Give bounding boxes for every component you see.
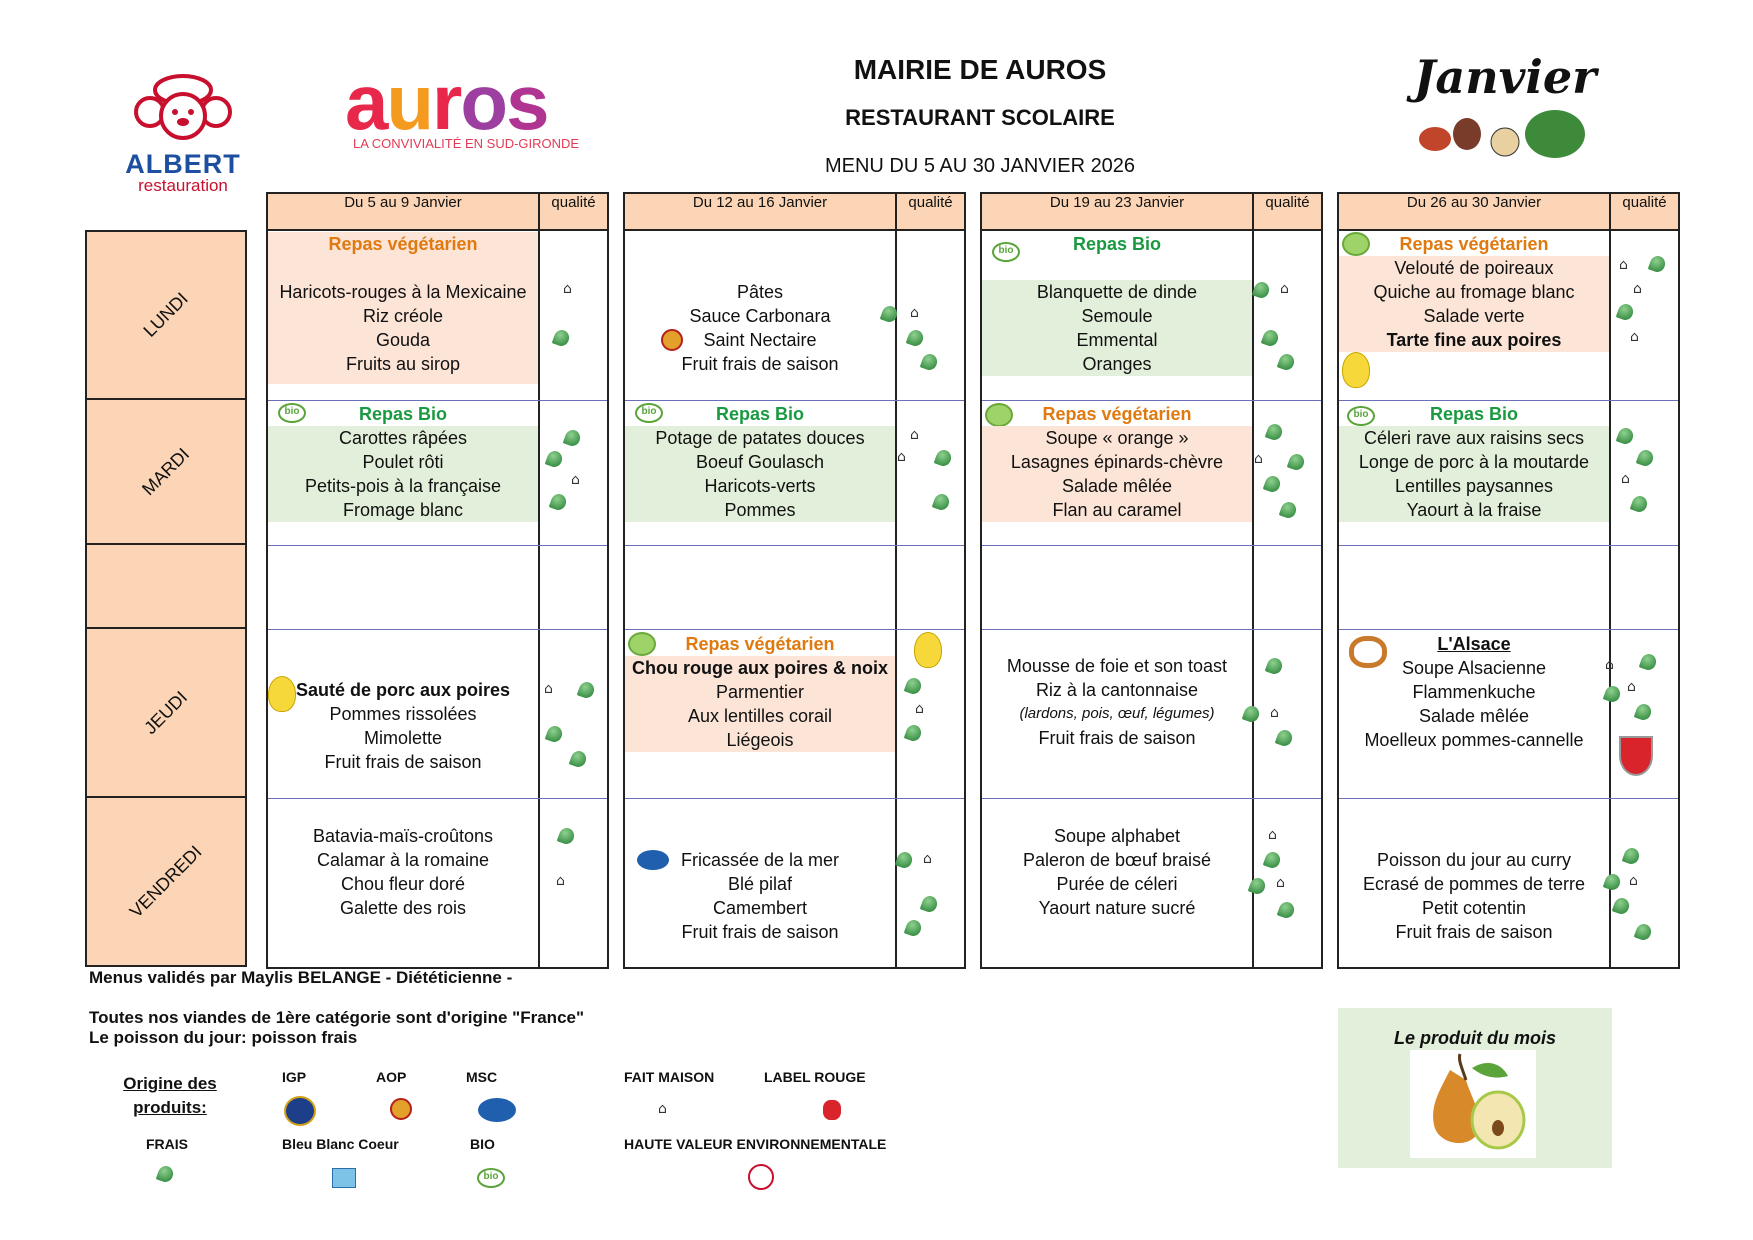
dish: Emmental bbox=[1076, 330, 1158, 350]
dish: Salade verte bbox=[1423, 306, 1525, 326]
dish: Saint Nectaire bbox=[703, 330, 817, 350]
week-title: Du 5 au 9 Janvier bbox=[268, 194, 540, 229]
fait-maison-icon: ⌂ bbox=[910, 427, 919, 443]
dish: Boeuf Goulasch bbox=[695, 452, 825, 472]
dish: Galette des rois bbox=[339, 898, 467, 918]
frais-icon bbox=[1265, 422, 1285, 442]
legend-bio: BIO bbox=[470, 1136, 495, 1152]
day-vendredi: VENDREDI bbox=[85, 796, 247, 967]
frais-icon bbox=[1634, 702, 1654, 722]
janvier-logo bbox=[1405, 50, 1605, 180]
legend-frais: FRAIS bbox=[146, 1136, 188, 1152]
meal-mardi bbox=[982, 402, 1252, 522]
meal-head: Repas végétarien bbox=[1042, 404, 1192, 424]
dish: Paleron de bœuf braisé bbox=[1022, 850, 1212, 870]
dish: Salade mêlée bbox=[1418, 706, 1530, 726]
legend-label-rouge: LABEL ROUGE bbox=[764, 1069, 866, 1085]
frais-icon bbox=[577, 680, 597, 700]
bleu-blanc-coeur-icon bbox=[332, 1168, 356, 1188]
legend-bbc: Bleu Blanc Coeur bbox=[282, 1136, 399, 1152]
frais-icon bbox=[1263, 850, 1283, 870]
dish: Blanquette de dinde bbox=[1036, 282, 1198, 302]
dish: Fruit frais de saison bbox=[324, 752, 482, 772]
dish: Ecrasé de pommes de terre bbox=[1362, 874, 1586, 894]
meal-mardi bbox=[268, 402, 538, 522]
fait-maison-icon: ⌂ bbox=[1605, 657, 1614, 673]
dish: Soupe Alsacienne bbox=[1401, 658, 1547, 678]
day-lundi: LUNDI bbox=[85, 230, 247, 400]
hve-icon bbox=[748, 1164, 774, 1190]
meal-head: Repas Bio bbox=[715, 404, 805, 424]
dish: Haricots-rouges à la Mexicaine bbox=[279, 282, 527, 302]
dish: Aux lentilles corail bbox=[687, 706, 833, 726]
albert-subword: restauration bbox=[138, 176, 228, 195]
quality-header: qualité bbox=[908, 194, 953, 211]
frais-icon bbox=[1612, 896, 1632, 916]
auros-tagline: LA CONVIVIALITÉ EN SUD-GIRONDE bbox=[353, 136, 580, 151]
fait-maison-icon: ⌂ bbox=[1630, 329, 1639, 345]
legend-hve: HAUTE VALEUR ENVIRONNEMENTALE bbox=[624, 1136, 887, 1152]
fait-maison-icon: ⌂ bbox=[1627, 679, 1636, 695]
dish: Mousse de foie et son toast bbox=[1006, 656, 1228, 676]
week-title: Du 26 au 30 Janvier bbox=[1339, 194, 1611, 229]
alsace-shield-icon bbox=[1619, 736, 1653, 776]
frais-icon bbox=[1261, 328, 1281, 348]
frais-icon bbox=[920, 894, 940, 914]
frais-icon bbox=[557, 826, 577, 846]
dish: Camembert bbox=[712, 898, 808, 918]
frais-icon bbox=[934, 448, 954, 468]
meal-vendredi bbox=[982, 824, 1252, 920]
dish: Fromage blanc bbox=[342, 500, 464, 520]
pear-icon bbox=[1342, 352, 1370, 388]
dish: Céleri rave aux raisins secs bbox=[1363, 428, 1585, 448]
dish: Poisson du jour au curry bbox=[1376, 850, 1572, 870]
dish: Fricassée de la mer bbox=[680, 850, 840, 870]
dish: Lasagnes épinards-chèvre bbox=[1010, 452, 1224, 472]
fait-maison-icon: ⌂ bbox=[1633, 281, 1642, 297]
dish: Parmentier bbox=[715, 682, 805, 702]
dish: Fruit frais de saison bbox=[1395, 922, 1553, 942]
dish: Fruit frais de saison bbox=[681, 922, 839, 942]
auros-word: auros bbox=[345, 58, 548, 146]
frais-icon bbox=[549, 492, 569, 512]
dish: Chou fleur doré bbox=[340, 874, 466, 894]
frais-icon bbox=[904, 676, 924, 696]
frais-icon bbox=[1275, 728, 1295, 748]
msc-icon bbox=[478, 1098, 516, 1122]
poisson-note: Le poisson du jour: poisson frais bbox=[89, 1028, 358, 1047]
fait-maison-icon: ⌂ bbox=[544, 681, 553, 697]
dish: Oranges bbox=[1082, 354, 1152, 374]
igp-icon bbox=[284, 1096, 316, 1126]
dish: Batavia-maïs-croûtons bbox=[312, 826, 494, 846]
fait-maison-icon: ⌂ bbox=[571, 472, 580, 488]
frais-icon bbox=[545, 724, 565, 744]
dish: Potage de patates douces bbox=[655, 428, 865, 448]
dish: Liégeois bbox=[726, 730, 794, 750]
dish: Salade mêlée bbox=[1061, 476, 1173, 496]
frais-icon bbox=[1616, 302, 1636, 322]
day-mardi: MARDI bbox=[85, 398, 247, 545]
frais-icon bbox=[1622, 846, 1642, 866]
pear-icon bbox=[1410, 1050, 1536, 1158]
frais-icon bbox=[1648, 254, 1668, 274]
dish: Fruit frais de saison bbox=[1038, 728, 1196, 748]
fait-maison-icon: ⌂ bbox=[556, 873, 565, 889]
dish: Fruit frais de saison bbox=[681, 354, 839, 374]
origine-title: Origine des produits: bbox=[123, 1074, 217, 1117]
dish: Riz à la cantonnaise bbox=[1035, 680, 1199, 700]
dish: Sauté de porc aux poires bbox=[295, 680, 511, 700]
frais-icon bbox=[895, 850, 915, 870]
frais-icon bbox=[1636, 448, 1656, 468]
dish: Flan au caramel bbox=[1052, 500, 1182, 520]
viandes-note: Toutes nos viandes de 1ère catégorie sont d'origine "France" bbox=[89, 1008, 585, 1027]
dish: Flammenkuche bbox=[1412, 682, 1536, 702]
dish: Yaourt nature sucré bbox=[1038, 898, 1196, 918]
fait-maison-icon: ⌂ bbox=[1276, 875, 1285, 891]
meal-vendredi bbox=[1339, 848, 1609, 944]
fait-maison-icon: ⌂ bbox=[1268, 827, 1277, 843]
quality-header: qualité bbox=[1622, 194, 1667, 211]
meal-lundi bbox=[982, 232, 1252, 376]
frais-icon bbox=[563, 428, 583, 448]
pear-icon bbox=[914, 632, 942, 668]
meal-head: Repas Bio bbox=[358, 404, 448, 424]
dish: Blé pilaf bbox=[727, 874, 793, 894]
frais-icon bbox=[1263, 474, 1283, 494]
dish: Pommes bbox=[724, 500, 796, 520]
fait-maison-icon: ⌂ bbox=[1619, 257, 1628, 273]
day-jeudi: JEUDI bbox=[85, 627, 247, 798]
dish: Moelleux pommes-cannelle bbox=[1364, 730, 1584, 750]
dish: Pâtes bbox=[736, 282, 784, 302]
fait-maison-icon: ⌂ bbox=[1621, 471, 1630, 487]
quality-header: qualité bbox=[1265, 194, 1310, 211]
dish: Chou rouge aux poires & noix bbox=[631, 658, 889, 678]
fait-maison-icon: ⌂ bbox=[923, 851, 932, 867]
dish: Longe de porc à la moutarde bbox=[1358, 452, 1590, 472]
meal-head: Repas végétarien bbox=[685, 634, 835, 654]
dish: Poulet rôti bbox=[362, 452, 444, 472]
aop-icon bbox=[661, 329, 683, 351]
frais-icon bbox=[906, 328, 926, 348]
legend-msc: MSC bbox=[466, 1069, 498, 1085]
dish: Calamar à la romaine bbox=[316, 850, 490, 870]
week-title: Du 19 au 23 Janvier bbox=[982, 194, 1254, 229]
frais-icon bbox=[545, 449, 565, 469]
frais-icon bbox=[1639, 652, 1659, 672]
quality-header: qualité bbox=[551, 194, 596, 211]
frais-icon bbox=[552, 328, 572, 348]
meal-head: Repas végétarien bbox=[1399, 234, 1549, 254]
label-rouge-icon bbox=[823, 1100, 841, 1120]
albert-word: ALBERT bbox=[125, 149, 241, 179]
dish-note: (lardons, pois, œuf, légumes) bbox=[1019, 705, 1215, 722]
dish: Quiche au fromage blanc bbox=[1373, 282, 1575, 302]
produit-du-mois bbox=[1338, 1008, 1612, 1168]
dish: Riz créole bbox=[362, 306, 444, 326]
fait-maison-icon: ⌂ bbox=[658, 1101, 667, 1117]
fait-maison-icon: ⌂ bbox=[563, 281, 572, 297]
week-title: Du 12 au 16 Janvier bbox=[625, 194, 897, 229]
meal-jeudi bbox=[1339, 632, 1609, 752]
frais-icon bbox=[1616, 426, 1636, 446]
bio-icon: bio bbox=[477, 1168, 505, 1188]
meal-lundi bbox=[625, 280, 895, 376]
frais-icon bbox=[904, 918, 924, 938]
page-title: MAIRIE DE AUROS bbox=[853, 54, 1107, 85]
dish: Soupe « orange » bbox=[1045, 428, 1189, 448]
legend-fait-maison: FAIT MAISON bbox=[624, 1069, 715, 1085]
meal-head: L'Alsace bbox=[1437, 634, 1511, 654]
meal-lundi bbox=[1339, 232, 1609, 352]
bio-icon: bio bbox=[1347, 406, 1375, 426]
frais-icon bbox=[156, 1164, 176, 1184]
frais-icon bbox=[1265, 656, 1285, 676]
validation-note: Menus validés par Maylis BELANGE - Diététicienne - bbox=[89, 968, 513, 987]
chef-koala-icon bbox=[128, 72, 238, 142]
meal-head: Repas végétarien bbox=[328, 234, 478, 254]
meal-lundi bbox=[268, 232, 538, 384]
dish: Petits-pois à la française bbox=[304, 476, 502, 496]
frais-icon bbox=[932, 492, 952, 512]
aop-icon bbox=[390, 1098, 412, 1120]
dish: Purée de céleri bbox=[1056, 874, 1178, 894]
frais-icon bbox=[1287, 452, 1307, 472]
produit-du-mois-label: Le produit du mois bbox=[1394, 1028, 1556, 1048]
dish: Petit cotentin bbox=[1421, 898, 1527, 918]
meal-vendredi bbox=[268, 824, 538, 920]
dish: Lentilles paysannes bbox=[1394, 476, 1554, 496]
frais-icon bbox=[1634, 922, 1654, 942]
dish: Gouda bbox=[375, 330, 431, 350]
dish: Sauce Carbonara bbox=[689, 306, 831, 326]
frais-icon bbox=[1277, 352, 1297, 372]
day-mercredi bbox=[85, 543, 247, 629]
fait-maison-icon: ⌂ bbox=[910, 305, 919, 321]
week-3 bbox=[980, 192, 1323, 969]
meal-mardi bbox=[625, 402, 895, 522]
menu-period: MENU DU 5 AU 30 JANVIER 2026 bbox=[824, 155, 1136, 177]
dish: Fruits au sirop bbox=[345, 354, 461, 374]
meal-head: Repas Bio bbox=[1429, 404, 1519, 424]
dish: Velouté de poireaux bbox=[1394, 258, 1554, 278]
vegetables-icon bbox=[1405, 104, 1605, 164]
dish: Carottes râpées bbox=[338, 428, 468, 448]
page-subtitle: RESTAURANT SCOLAIRE bbox=[845, 105, 1115, 130]
auros-logo bbox=[345, 58, 625, 172]
frais-icon bbox=[569, 749, 589, 769]
dish: Tarte fine aux poires bbox=[1386, 330, 1562, 350]
fait-maison-icon: ⌂ bbox=[1280, 281, 1289, 297]
legend-aop: AOP bbox=[376, 1069, 407, 1085]
bio-icon: bio bbox=[635, 403, 663, 423]
dish: Pommes rissolées bbox=[329, 704, 477, 724]
frais-icon bbox=[1277, 900, 1297, 920]
frais-icon bbox=[1630, 494, 1650, 514]
meal-jeudi bbox=[982, 654, 1252, 750]
bio-icon: bio bbox=[992, 242, 1020, 262]
frais-icon bbox=[920, 352, 940, 372]
meal-mardi bbox=[1339, 402, 1609, 522]
dish: Soupe alphabet bbox=[1053, 826, 1181, 846]
bio-icon: bio bbox=[278, 403, 306, 423]
janvier-word: Janvier bbox=[1413, 50, 1597, 104]
frais-icon bbox=[1252, 280, 1272, 300]
dish: Yaourt à la fraise bbox=[1406, 500, 1542, 520]
meal-jeudi bbox=[268, 678, 538, 774]
fait-maison-icon: ⌂ bbox=[915, 701, 924, 717]
dish: Semoule bbox=[1081, 306, 1153, 326]
frais-icon bbox=[904, 723, 924, 743]
week-1 bbox=[266, 192, 609, 969]
dish: Haricots-verts bbox=[704, 476, 816, 496]
meal-head: Repas Bio bbox=[1072, 234, 1162, 254]
dish: Mimolette bbox=[363, 728, 443, 748]
meal-vendredi bbox=[625, 848, 895, 944]
fait-maison-icon: ⌂ bbox=[1254, 451, 1263, 467]
frais-icon bbox=[1279, 500, 1299, 520]
albert-logo bbox=[118, 72, 248, 195]
week-2 bbox=[623, 192, 966, 969]
fait-maison-icon: ⌂ bbox=[897, 449, 906, 465]
fait-maison-icon: ⌂ bbox=[1629, 873, 1638, 889]
meal-jeudi bbox=[625, 632, 895, 752]
fait-maison-icon: ⌂ bbox=[1270, 705, 1279, 721]
week-4 bbox=[1337, 192, 1680, 969]
legend-igp: IGP bbox=[282, 1069, 307, 1085]
